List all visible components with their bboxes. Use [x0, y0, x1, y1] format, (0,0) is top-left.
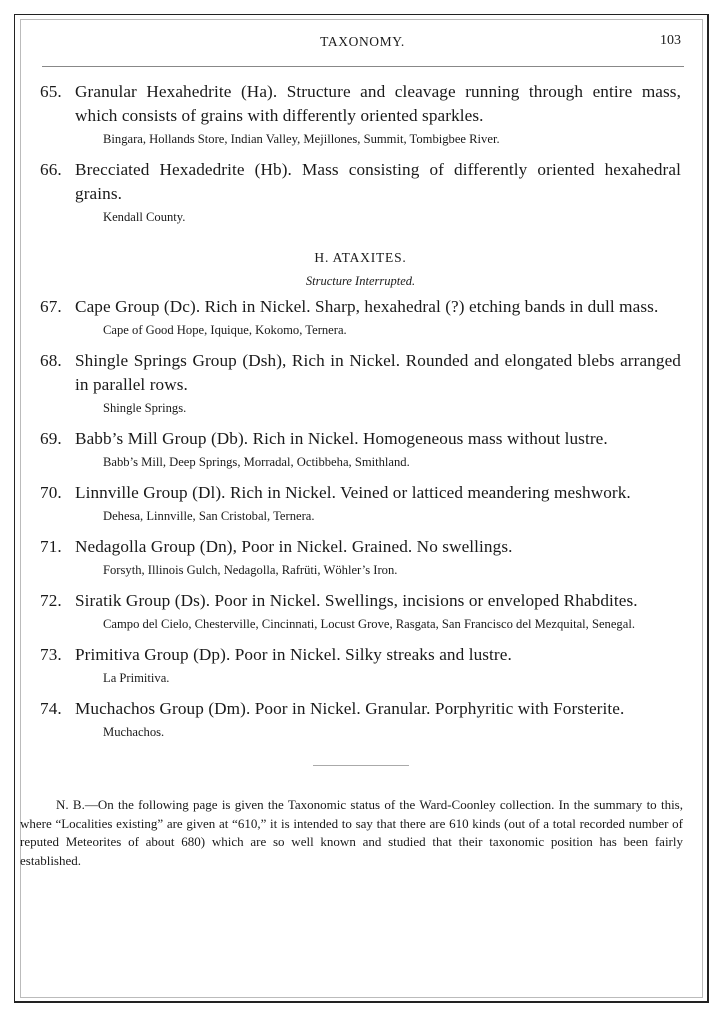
entry-description [40, 481, 681, 505]
entry-description [40, 158, 681, 206]
entry-74 [40, 697, 681, 741]
entry-70 [40, 481, 681, 525]
entry-71 [40, 535, 681, 579]
entry-description [40, 643, 681, 667]
entry-localities: Forsyth, Illinois Gulch, Nedagolla, Rafrüti, Wöhler’s Iron. [103, 563, 398, 577]
entry-localities: Muchachos. [103, 725, 165, 739]
page-number: 103 [660, 33, 681, 48]
entry-description [40, 535, 681, 559]
footnote-nb: N. B.—On the following page is given the Taxonomic status of the Ward-Coonley collection. In the summary to this, where “Localities existing” are given at “610,” it is intended to say that there are 610 kinds (out of a total recorded number of reputed Meteorites of about 680) which are so well known and studied that their taxonomic position has been fairly established. [20, 797, 683, 868]
entry-description [40, 80, 681, 128]
entry-66 [40, 158, 681, 226]
running-header [40, 32, 685, 56]
entry-number: 68. [40, 351, 62, 370]
page-content [20, 80, 683, 883]
entry-67 [40, 295, 681, 339]
section-subheading: Structure Interrupted. [305, 274, 416, 288]
entry-localities: Cape of Good Hope, Iquique, Kokomo, Ternera. [103, 323, 347, 337]
entry-73 [40, 643, 681, 687]
running-title: TAXONOMY. [320, 34, 405, 49]
entry-localities: Babb’s Mill, Deep Springs, Morradal, Octibbeha, Smithland. [103, 455, 410, 469]
entry-description [40, 697, 681, 721]
entry-localities: Campo del Cielo, Chesterville, Cincinnati, Locust Grove, Rasgata, San Francisco del Mezquital, Senegal. [103, 617, 635, 631]
entry-number: 74. [40, 699, 62, 718]
entry-text: Cape Group (Dc). Rich in Nickel. Sharp, hexahedral (?) etching bands in dull mass. [75, 297, 659, 316]
entry-text: Babb’s Mill Group (Db). Rich in Nickel. Homogeneous mass without lustre. [75, 429, 608, 448]
entry-number: 70. [40, 483, 62, 502]
section-divider [313, 765, 409, 766]
entry-68 [40, 349, 681, 417]
entry-localities: La Primitiva. [103, 671, 170, 685]
entry-description [40, 427, 681, 451]
entry-text: Primitiva Group (Dp). Poor in Nickel. Silky streaks and lustre. [75, 645, 512, 664]
entry-localities: Kendall County. [103, 210, 186, 224]
entry-number: 65. [40, 82, 62, 101]
entry-text: Brecciated Hexadedrite (Hb). Mass consisting of differently oriented hexahedral grains. [75, 160, 681, 203]
entry-localities: Shingle Springs. [103, 401, 187, 415]
entry-description [40, 349, 681, 397]
entry-localities: Bingara, Hollands Store, Indian Valley, Mejillones, Summit, Tombigbee River. [103, 132, 500, 146]
entry-text: Shingle Springs Group (Dsh), Rich in Nickel. Rounded and elongated blebs arranged in parallel rows. [75, 351, 681, 394]
entry-localities: Dehesa, Linnville, San Cristobal, Ternera. [103, 509, 315, 523]
entry-number: 66. [40, 160, 62, 179]
entry-number: 72. [40, 591, 62, 610]
entry-72 [40, 589, 681, 633]
entry-number: 71. [40, 537, 62, 556]
entry-number: 73. [40, 645, 62, 664]
entry-text: Muchachos Group (Dm). Poor in Nickel. Granular. Porphyritic with Forsterite. [75, 699, 625, 718]
entry-description [40, 295, 681, 319]
header-rule [42, 66, 684, 67]
entry-65 [40, 80, 681, 148]
entry-text: Nedagolla Group (Dn), Poor in Nickel. Grained. No swellings. [75, 537, 513, 556]
entry-text: Siratik Group (Ds). Poor in Nickel. Swellings, incisions or enveloped Rhabdites. [75, 591, 638, 610]
section-heading: H. ATAXITES. [314, 250, 407, 265]
entry-69 [40, 427, 681, 471]
entry-number: 69. [40, 429, 62, 448]
entry-text: Granular Hexahedrite (Ha). Structure and cleavage running through entire mass, which consists of grains with differently oriented sparkles. [75, 82, 681, 125]
entry-text: Linnville Group (Dl). Rich in Nickel. Veined or latticed meandering meshwork. [75, 483, 631, 502]
entry-description [40, 589, 681, 613]
entry-number: 67. [40, 297, 62, 316]
